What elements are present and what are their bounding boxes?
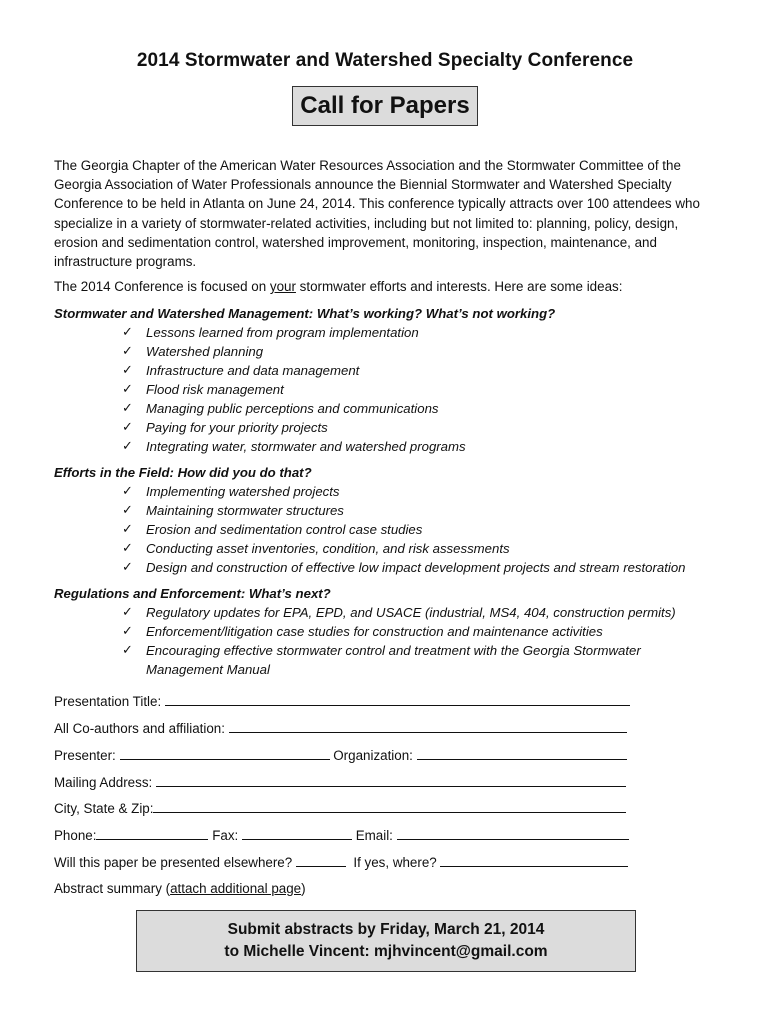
if-yes-where-field[interactable] [440, 853, 628, 867]
fax-label: Fax: [212, 828, 239, 843]
mailing-address-label: Mailing Address: [54, 775, 153, 790]
coauthors-label: All Co-authors and affiliation: [54, 721, 225, 736]
checkmark-icon: ✓ [122, 401, 133, 416]
section-heading-management: Stormwater and Watershed Management: What’s working? What’s not working? [54, 306, 556, 321]
abstract-summary-label: Abstract summary ( [54, 881, 171, 896]
coauthors-field[interactable] [229, 719, 627, 733]
section-list-regulations [122, 603, 706, 679]
presented-elsewhere-row [54, 853, 628, 872]
organization-label: Organization: [333, 748, 413, 763]
checkmark-icon: ✓ [122, 560, 133, 575]
section-list-field [122, 482, 686, 577]
phone-field[interactable] [96, 826, 208, 840]
presenter-label: Presenter: [54, 748, 116, 763]
list-item: ✓ Managing public perceptions and communications [122, 401, 439, 416]
list-item: ✓ Conducting asset inventories, condition, and risk assessments [122, 541, 510, 556]
checkmark-icon: ✓ [122, 624, 133, 639]
section-heading-regulations: Regulations and Enforcement: What’s next? [54, 586, 331, 601]
presentation-title-label: Presentation Title: [54, 694, 162, 709]
focus-text-before: The 2014 Conference is focused on [54, 279, 270, 294]
presentation-title-field[interactable] [165, 692, 630, 706]
focus-text-underlined: your [269, 279, 296, 294]
abstract-summary-close: ) [301, 881, 306, 896]
checkmark-icon: ✓ [122, 503, 133, 518]
call-for-papers-title: Call for Papers [300, 92, 470, 119]
checkmark-icon: ✓ [122, 541, 133, 556]
organization-field[interactable] [417, 746, 627, 760]
abstract-summary-row [54, 879, 306, 898]
contact-row [54, 826, 629, 845]
focus-text-after: stormwater efforts and interests. Here are some ideas: [295, 279, 623, 294]
list-item: ✓ Regulatory updates for EPA, EPD, and USACE (industrial, MS4, 404, construction permits) [122, 605, 676, 620]
list-item: ✓ Maintaining stormwater structures [122, 503, 344, 518]
checkmark-icon: ✓ [122, 643, 133, 658]
focus-paragraph [54, 277, 720, 296]
checkmark-icon: ✓ [122, 420, 133, 435]
checkmark-icon: ✓ [122, 605, 133, 620]
submit-contact: to Michelle Vincent: mjhvincent@gmail.com [224, 943, 548, 960]
submit-abstracts-box [136, 910, 636, 972]
mailing-address-row [54, 773, 626, 792]
list-item: ✓ Infrastructure and data management [122, 363, 360, 378]
presenter-field[interactable] [120, 746, 330, 760]
list-item: ✓ Watershed planning [122, 344, 264, 359]
presented-elsewhere-field[interactable] [296, 853, 346, 867]
intro-paragraph: The Georgia Chapter of the American Water Resources Association and the Stormwater Committee of the Georgia Association of Water Professionals announce the Biennial Stormwater and Watershed Specialty Conference to be held in Atlanta on June 24, 2014. This conference typically attracts over 100 attendees who specialize in a variety of stormwater-related activities, including but not limited to: planning, policy, design, erosion and sedimentation control, watershed improvement, monitoring, inspection, maintenance, and infrastructure programs. [54, 158, 700, 270]
coauthors-row [54, 719, 627, 738]
checkmark-icon: ✓ [122, 325, 133, 340]
call-for-papers-box [292, 86, 478, 126]
submit-deadline: Submit abstracts by Friday, March 21, 2014 [227, 921, 545, 938]
list-item: ✓ Implementing watershed projects [122, 484, 340, 499]
attach-page-link[interactable]: attach additional page [170, 881, 302, 896]
fax-field[interactable] [242, 826, 352, 840]
presentation-title-row [54, 692, 630, 711]
checkmark-icon: ✓ [122, 382, 133, 397]
conference-title: 2014 Stormwater and Watershed Specialty Conference [136, 50, 634, 71]
email-label: Email: [355, 828, 393, 843]
city-state-zip-row [54, 799, 626, 818]
list-item: ✓ Flood risk management [122, 382, 284, 397]
checkmark-icon: ✓ [122, 363, 133, 378]
list-item: ✓ Design and construction of effective low impact development projects and stream restoration [122, 560, 686, 575]
email-field[interactable] [397, 826, 629, 840]
checkmark-icon: ✓ [122, 522, 133, 537]
list-item: ✓ Enforcement/litigation case studies for construction and maintenance activities [122, 624, 603, 639]
checkmark-icon: ✓ [122, 344, 133, 359]
city-state-zip-label: City, State & Zip: [54, 801, 154, 816]
list-item: ✓ Integrating water, stormwater and watershed programs [122, 439, 466, 454]
checkmark-icon: ✓ [122, 439, 133, 454]
presenter-row [54, 746, 627, 765]
mailing-address-field[interactable] [156, 773, 626, 787]
phone-label: Phone: [54, 828, 97, 843]
presented-elsewhere-label: Will this paper be presented elsewhere? [54, 855, 293, 870]
section-list-management [122, 323, 466, 456]
checkmark-icon: ✓ [122, 484, 133, 499]
list-item: ✓ Erosion and sedimentation control case studies [122, 522, 423, 537]
list-item: ✓ Encouraging effective stormwater control and treatment with the Georgia Stormwater Management Manual [122, 643, 641, 677]
city-state-zip-field[interactable] [153, 799, 626, 813]
section-heading-field: Efforts in the Field: How did you do that? [54, 465, 312, 480]
if-yes-where-label: If yes, where? [353, 855, 437, 870]
list-item: ✓ Paying for your priority projects [122, 420, 328, 435]
list-item: ✓ Lessons learned from program implementation [122, 325, 419, 340]
